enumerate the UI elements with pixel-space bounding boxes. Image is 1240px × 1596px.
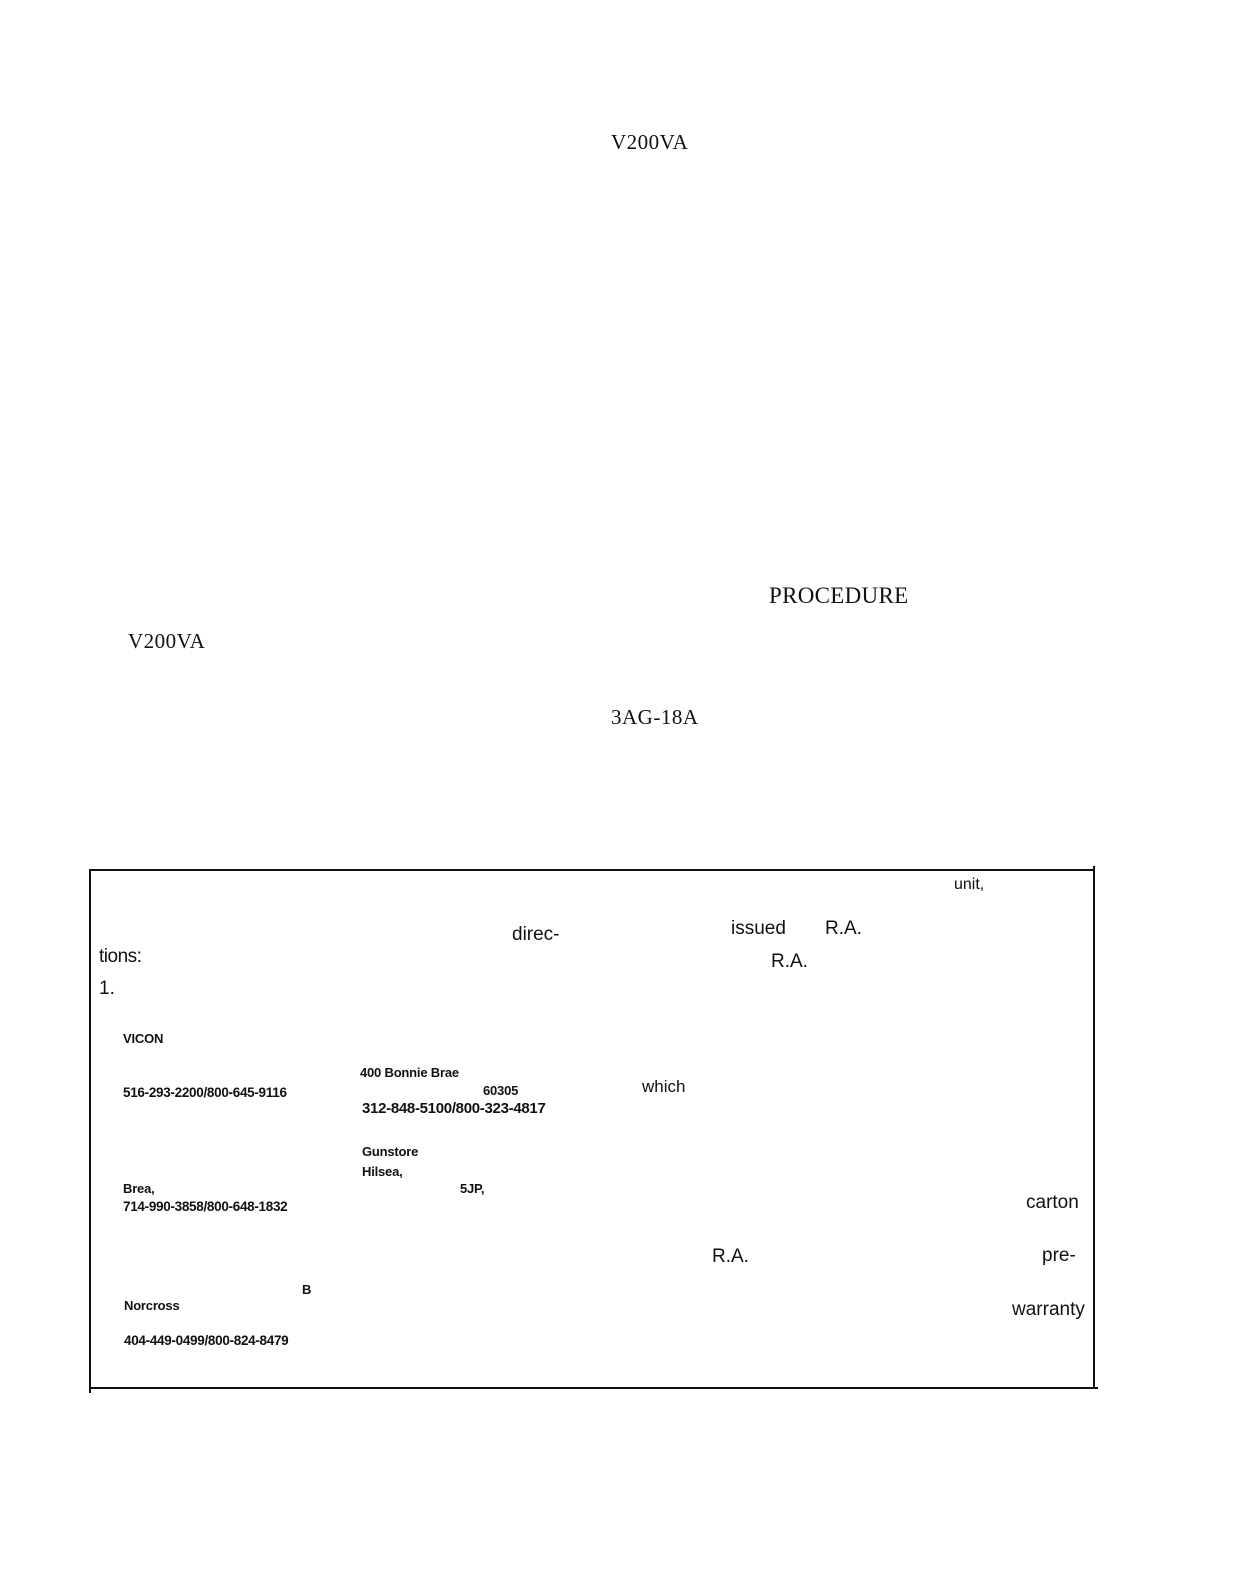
box-right-border xyxy=(1093,866,1095,1387)
box-bottom-border xyxy=(89,1387,1098,1389)
box-top-border xyxy=(89,869,1095,871)
text-issued: issued xyxy=(731,918,786,939)
text-ra-3: R.A. xyxy=(712,1246,749,1267)
procedure-heading: PROCEDURE xyxy=(769,583,909,608)
address-postcode: 5JP, xyxy=(460,1181,485,1196)
address-street: 400 Bonnie Brae xyxy=(360,1065,459,1080)
address-suite-b: B xyxy=(302,1282,312,1297)
address-zip: 60305 xyxy=(483,1083,519,1098)
phone-georgia: 404-449-0499/800-824-8479 xyxy=(124,1333,289,1348)
text-tions: tions: xyxy=(99,946,142,967)
box-left-border xyxy=(89,869,91,1393)
address-brea: Brea, xyxy=(123,1181,155,1196)
text-which: which xyxy=(642,1077,686,1096)
phone-illinois: 312-848-5100/800-323-4817 xyxy=(362,1100,546,1117)
text-direc: direc- xyxy=(512,924,560,945)
text-warranty: warranty xyxy=(1012,1299,1085,1320)
phone-california: 714-990-3858/800-648-1832 xyxy=(123,1199,288,1214)
address-hilsea: Hilsea, xyxy=(362,1164,403,1179)
address-norcross: Norcross xyxy=(124,1298,180,1313)
text-carton: carton xyxy=(1026,1192,1079,1213)
model-number-heading: V200VA xyxy=(611,130,689,154)
item-number-1: 1. xyxy=(99,978,115,999)
text-ra-1: R.A. xyxy=(825,918,862,939)
text-pre: pre- xyxy=(1042,1245,1076,1266)
text-ra-2: R.A. xyxy=(771,951,808,972)
model-number-label: V200VA xyxy=(128,629,206,653)
text-unit: unit, xyxy=(954,876,985,893)
phone-new-york: 516-293-2200/800-645-9116 xyxy=(123,1085,287,1100)
fuse-type-label: 3AG-18A xyxy=(611,705,699,729)
address-gunstore: Gunstore xyxy=(362,1144,419,1159)
company-name: VICON xyxy=(123,1031,164,1046)
